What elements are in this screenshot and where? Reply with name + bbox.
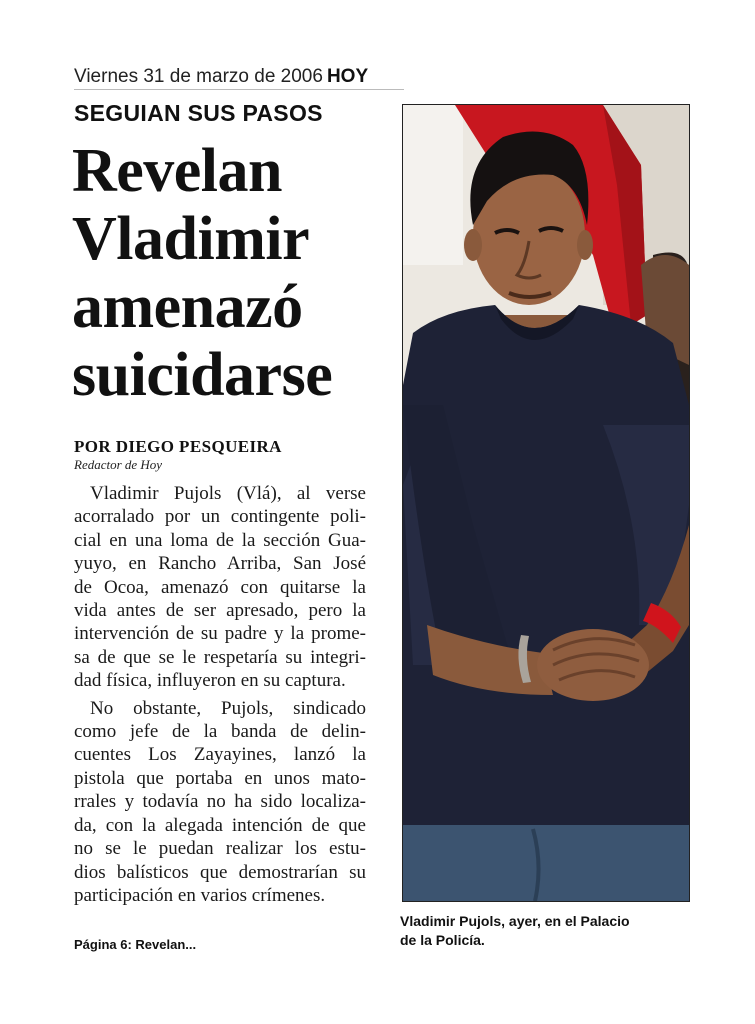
body-line: dios balísticos que demostrarían su — [74, 861, 366, 883]
body-line: participación en varios crímenes. — [74, 884, 326, 906]
body-line: No obstante, Pujols, sindicado — [90, 697, 366, 719]
body-line: dad física, influyeron en su captura. — [74, 670, 346, 692]
body-line: cial en una loma de la sección Gua- — [74, 529, 366, 551]
body-line: da, con la alegada intención de que — [74, 814, 366, 836]
continuation-jump: Página 6: Revelan... — [74, 937, 197, 952]
caption-line: Vladimir Pujols, ayer, en el Palacio — [400, 913, 630, 929]
photo-caption — [400, 912, 700, 950]
headline-line: Vladimir — [72, 205, 310, 273]
body-line: cuentes Los Zayayines, lanzó la — [74, 744, 366, 766]
caption-line: de la Policía. — [400, 932, 485, 948]
body-line: Vladimir Pujols (Vlá), al verse — [90, 483, 366, 504]
headline-line: Revelan — [72, 137, 283, 205]
body-line: de Ocoa, amenazó con quitarse la — [74, 576, 366, 598]
headline-line: amenazó — [72, 273, 303, 341]
headline — [72, 137, 392, 409]
news-photo — [402, 104, 690, 902]
body-line: sa de que se le respetaría su integri- — [74, 646, 366, 668]
kicker: SEGUIAN SUS PASOS — [74, 100, 323, 126]
body-line: yuyo, en Rancho Arriba, San José — [74, 553, 366, 575]
news-photo-icon — [403, 105, 689, 901]
byline-role: Redactor de Hoy — [74, 457, 163, 472]
body-line: como jefe de la banda de delin- — [74, 721, 366, 743]
body-line: rrales y todavía no ha sido localiza- — [74, 791, 366, 813]
body-line: no se le puedan realizar los estu- — [74, 838, 366, 860]
byline: POR DIEGO PESQUEIRA — [74, 437, 282, 456]
issue-date: Viernes 31 de marzo de 2006 — [74, 66, 323, 87]
article-body — [74, 482, 366, 907]
body-line: pistola que portaba en unos mato- — [74, 767, 366, 789]
body-line: vida antes de ser apresado, pero la — [74, 600, 366, 622]
publication-name: HOY — [326, 66, 369, 87]
body-line: acorralado por un contingente poli- — [74, 506, 366, 528]
headline-line: suicidarse — [72, 341, 333, 409]
dateline — [74, 66, 404, 90]
body-line: intervención de su padre y la prome- — [74, 623, 366, 645]
